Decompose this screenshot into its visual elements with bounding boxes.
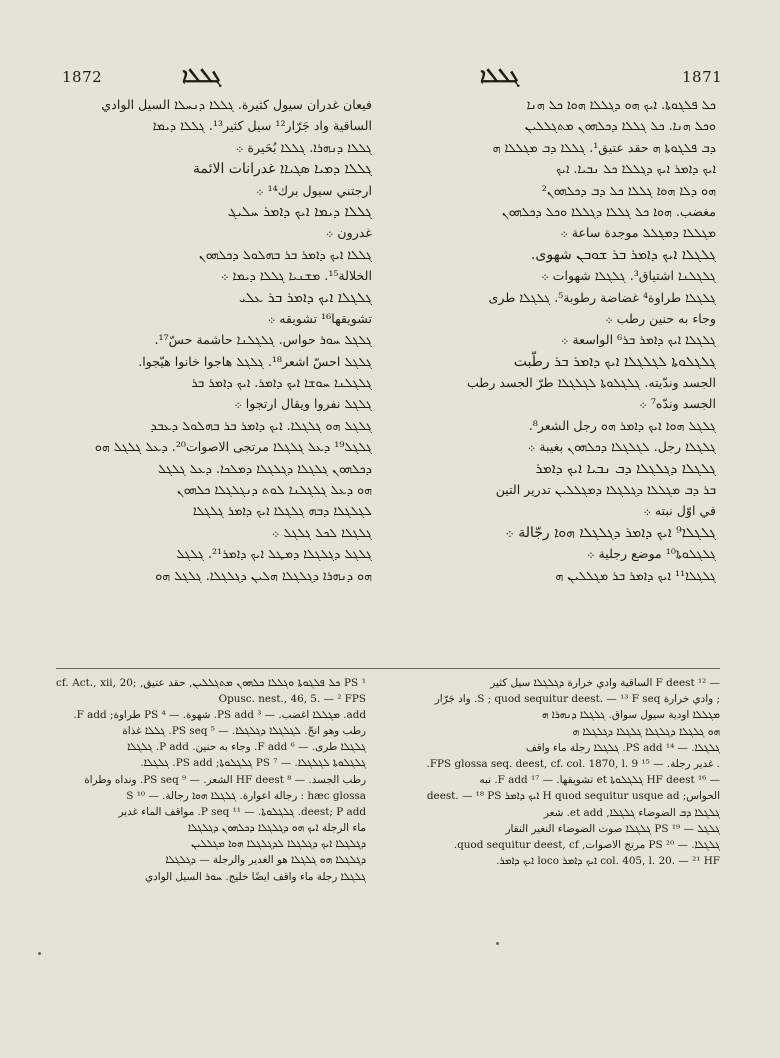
entry-line: ܓܠܠܐ ܐܝܟ ܕܐܡܪ ܒܪ ܒܗܠܘܠ ܕܟܠܗܘܢ	[198, 246, 372, 262]
entry-line: في اوّل نبته ܀	[643, 503, 716, 519]
paper-speck	[38, 952, 41, 955]
entry-line: ܟܠ ܦܠܓܘܬܐ. ܐܝܟ ܗܘ ܕܓܠܠܐ ܗܘܐ ܟܠ ܗܢܐ	[526, 97, 716, 112]
footnote-line: ܓܠܓܠܘܬܐ ܠܓܠܓܠܐ. — ⁷ PS ܓܠܓܠܘܬܐ; PS add. ܓܠܓܠܐ.	[140, 757, 366, 770]
entry-line: تشويقها¹⁶ تشويقه ܀	[267, 310, 372, 326]
entry-line: ܓܠܓܠ ܚܘܪ حواس. ܓܠܓܠܢܐ حاشمة حسّ¹⁷.	[154, 332, 372, 348]
entry-line: فيعان غدران سيول كثيرة. ܓܠܠܐ ܕܢܚܠܐ السيل الوادي	[101, 97, 372, 112]
entry-line: ܕܒ ܦܠܓܘܬܐ ܗ حقد عتيق¹. ܓܠܠܐ ܕܒ ܡܓܠܠܐ ܗ	[492, 139, 716, 155]
entry-line: ܓܠܠܐ ܕܢܗܪܐ. ܓܠܠܐ بُحَيرة ܀	[235, 139, 372, 155]
entry-line: ܓܠܓܠܐ طراوة⁴ غضاضة رطوبة⁵. ܓܠܓܠܐ طری	[488, 289, 716, 305]
footnote-line: رطب وهو انحّ. ܠܓܠܓܠܐ ܕܓܠܓܠܐ. — ⁵ PS seq. ܓܠܠܐ غذاة	[122, 724, 366, 737]
entry-line: ܓܠܓܠ¹⁹ ܕܥܠ ܓܠܓܠܐ مرتجى الاصوات²⁰. ܕܥܠ ܓܠܓܠ ܗܘ	[94, 439, 372, 455]
entry-line: ܗܘ ܕܢܗܪܐ ܕܓܠܓܠܐ ܗܠܝܢ ܕܓܠܓܠܐ. ܓܠܓܠ ܗܘ	[155, 567, 372, 583]
entry-line: الخلالة¹⁵. ܡܫܢܝܐ ܓܠܠܐ ܕܝܡܐ ܀	[220, 268, 372, 284]
footnote-line: ܓܠܓܠܐ طری. — ⁶ F add. وجاء به حنين. P add. ܓܠܓܠܐ	[127, 741, 366, 754]
entry-line: ܐܝܟ ܕܐܡܪ ܐܝܟ ܕܓܠܠܐ ܟܠ ܢܒܝܐ. ܐܝܟ	[556, 161, 716, 177]
footnote-line: — ¹⁶ HF deest ܓܠܓܠܘܬܐ et تشويقها. — ¹⁷ F add. نبه	[479, 774, 720, 787]
footnote-line: ܓܠܓܠܐ. — ¹⁴ PS add. ܓܠܓܠܐ رجلة ماء واقف	[526, 741, 720, 754]
entry-line: ܓܠܓܠܐ ܕܓܠܓܠܐ ܕܒ ܢܒܝܐ ܐܝܟ ܕܐܡܪ	[535, 460, 716, 477]
entry-line: ܓܠܠܐ ܕܡܝܐ ܣܓܝܐܐ غدرانات الائمة	[192, 161, 372, 178]
footnote-line: deest; P add. ܓܠܓܠܘܬܐ. — ¹¹ P seq. مواقف الماء غدير	[118, 805, 366, 818]
footnote-line: add. ܡܓܠܠܐ اغضب. — ³ PS add. شهوة. — ⁴ PS طراوة; F add.	[73, 708, 366, 721]
footnote-line: ܓܠܓܠܐ. — ²⁰ PS مرتج الاصوات, quod sequitur deest, cf.	[453, 838, 720, 851]
entry-line: ܓܠܓܠܢܐ اشتياق³. ܓܠܓܠܐ شهوات ܀	[541, 268, 716, 284]
entry-line: ܓܠܓܠ ܗܘ ܓܠܓܠܐ. ܐܝܟ ܕܐܡܪ ܒܪ ܒܗܠܘܠ ܕܥܒܕ	[150, 417, 372, 433]
entry-line: ܓܠܓܠܐ¹¹ ܐܝܟ ܕܐܡܪ ܒܪ ܡܓܠܠܝܢ ܗ	[555, 567, 716, 583]
footnote-line: الحواس; H quod sequitur usque ad ܐܝܟ ܕܐܡܪ deest. — ¹⁸ PS	[426, 790, 720, 803]
entry-line: ܗܘ ܕܥܠ ܓܠܓܠܢܐ ܠܘܬ ܕܢܓܠܓܠܐ ܟܠܗܘܢ	[176, 482, 372, 498]
entry-line: ܓܠܓܠܐ ܐܝܟ ܕܐܡܪ ܒܪ⁶ الواسعة ܀	[560, 332, 716, 348]
footnote-line: ¹ PS ܟܠ ܦܠܓܘܬܐ ܘܓܠܠܐ ܟܠܗܘܢ ܡܬܓܠܠܝܢ, حقد عتيق, cf. Act., xii, 20; Opusc. nest., 46, 5. — ² FPS	[56, 677, 366, 705]
right-footnotes	[404, 676, 720, 870]
entry-line: ܓܠܠܐ ܕܝܡܐ ܐܝܟ ܕܐܡܪ ܚܠܝܓ	[227, 203, 372, 220]
footnote-line: ܓܠܓܠܐ ܕܒ الضوضاء ܓܠܓܠܐ, et add. شعر	[543, 806, 720, 819]
footnote-line: ܓܠܓܠ — ¹⁹ PS ܓܠܓܠܐ صوت الضوضاء النغير النقار	[505, 822, 720, 835]
right-column	[394, 96, 716, 588]
left-column	[54, 96, 372, 588]
footnote-divider	[56, 668, 720, 669]
entry-line: ܗܘ ܕܠܐ ܗܘܐ ܓܠܠܐ ܟܠ ܕܒ ܕܟܠܗܘܢ²	[541, 182, 716, 198]
footnote-line: hæc glossa : رجالة اعوارة. ܓܠܓܠܐ ܗܘܐ رجالة. — ¹⁰ S	[126, 789, 366, 802]
entry-line: ܓܠܓܠܐ ܠܟܠ ܓܠܓܠ ܀	[271, 524, 372, 540]
left-footnotes	[56, 676, 366, 886]
entry-line: ܓܠܓܠ نفروا ويقال ارتجوا ܀	[234, 396, 372, 412]
paper-speck	[496, 942, 499, 945]
footnote-line: ܓܠܓܠܐ رجلة ماء واقف ايضًا خليج. ܚܘܪ السيل الوادي	[145, 870, 366, 883]
entry-line: ܠܓܠܓܠܐ ܕܒܗ ܓܠܓܠܐ ܐܝܟ ܕܐܡܪ ܓܠܓܠܐ	[192, 503, 372, 519]
left-page-number: 1872	[62, 68, 103, 86]
footnote-line: ܡܓܠܠܐ اودية سيول سواق. ܓܠܓܠܐ ܕܢܗܪܐ ܗ	[541, 709, 720, 722]
footnote-line: ܕܓܠܓܠܐ ܗܘ ܓܠܓܠܐ هو الغدير والرجلة — ܕܓܠܓܠܐ	[165, 854, 366, 867]
entry-line: الساقية واد جَرّار¹² سيل كثير¹³. ܓܠܠܐ ܕܝܡܐ	[152, 118, 372, 134]
entry-line: ܓܠܓܠܐ ܐܝܟ ܕܐܡܪ ܒܪ ܥܠܝ	[238, 289, 372, 306]
entry-line: ارجتني سيول برك¹⁴ ܀	[256, 182, 372, 198]
entry-line: ܓܠܓܠ ܕܓܠܓܠܐ ܕܡܛܠ ܐܝܟ ܕܐܡܪ²¹. ܓܠܓܠ	[176, 546, 372, 562]
entry-line: ܘܟܠ ܗܢܐ. ܟܠ ܓܠܠܐ ܕܟܠܗܘܢ ܡܬܓܠܠܝܢ	[524, 118, 716, 134]
entry-line: ܓܠܓܠ ܗܘܐ ܐܝܟ ܕܐܡܪ ܗܘ رجل الشعر⁸.	[528, 417, 716, 433]
footnote-line: ܕܓܠܓܠܐ ܐܝܟ ܕܓܠܓܠܐ ܠܕܓܠܓܠܐ ܗܘܐ ܡܓܠܠܝܢ	[191, 838, 366, 851]
footnote-line: ; وادي خرارة S ; quod sequitur deest. — ¹³ F seq. واد جَرّار	[434, 693, 720, 706]
footnote-line: رطب الجسد. — ⁸ HF deest الشعر. — ⁹ PS seq. ونداه وطراة	[84, 773, 366, 786]
footnote-line: col. 405, l. 20. — ²¹ HF ܐܝܟ ܕܐܡܪ loco ܐܝܟ ܕܐܡܪ.	[496, 855, 720, 868]
entry-line: ܓܠܓܠܘܬܐ¹⁰ موضع رجلية ܀	[586, 546, 716, 562]
footnote-line: — ¹² F deest الساقية وادي خرارة ܕܓܠܓܠܐ سيل كثير	[490, 677, 720, 689]
entry-line: غدرون ܀	[325, 225, 372, 241]
left-running-headword: ܓܠܠܐ	[182, 63, 222, 87]
entry-line: ܒܪ ܕܒ ܡܓܠܠܐ ܕܓܠܓܠܐ ܕܡܓܠܠܝܢ تدرير التين	[495, 482, 716, 498]
entry-line: ܓܠܓܠܐ رجل. ܠܓܠܓܠܐ ܕܟܠܗܘܢ بغيبة ܀	[527, 439, 716, 455]
entry-line: مغضب. ܗܘܐ ܟܠ ܓܠܠܐ ܕܓܠܠܐ ܘܟܠ ܕܟܠܗܘܢ	[501, 203, 716, 219]
entry-line: ܡܓܠܠܐ ܕܡܓܠܠ موجدة ساعة ܀	[560, 225, 716, 241]
entry-line: ܓܠܓܠ احسّ اشعر¹⁸. ܓܠܓܠ هاجوا خانوا هيّجوا.	[138, 353, 372, 369]
entry-line: ܓܠܓܠܐ ܐܝܟ ܕܐܡܪ ܒܪ ܫܘܒܢ شهوی.	[530, 246, 716, 263]
entry-line: ܓܠܓܠܘܬܐ ܠܓܠܓܠܐ ܐܝܟ ܕܐܡܪ ܒܪ رطّبت	[513, 353, 716, 370]
right-running-headword: ܓܠܠܐ	[480, 63, 520, 87]
footnote-line: ماء الرجلة ܐܝܟ ܗܘ ܕܓܠܓܠܐ ܕܟܠܗܘܢ ܕܓܠܓܠܐ	[187, 822, 366, 835]
footnote-line: . غدير رجلة. — ¹⁵ FPS glossa seq. deest, cf. col. 1870, l. 9.	[426, 757, 720, 770]
entry-line: وجاء به حنين رطب ܀	[605, 310, 716, 326]
entry-line: ܕܟܠܗܘܢ ܓܠܓܠܐ ܕܓܠܓܠܐ ܕܡܠܟܐ. ܕܥܠ ܓܠܓܠ	[157, 460, 372, 476]
right-page-number: 1871	[682, 68, 723, 86]
footnote-line: ܗܘ ܓܠܓܠܐ ܕܓܠܓܠܐ ܓܠܓܠܐ ܕܓܠܓܠܐ ܗ	[572, 725, 720, 738]
entry-line: ܓܠܓܠܢܐ ܚܘܫܐ ܐܝܟ ܕܐܡܪ. ܐܝܟ ܕܐܡܪ ܒܪ	[191, 375, 372, 391]
entry-line: الجسد وندّه⁷ ܀	[639, 396, 716, 412]
entry-line: الجسد وندّيته. ܓܠܓܠܘܬܐ ܠܓܠܓܠܐ طرّ الجسد رطب	[466, 375, 716, 391]
entry-line: ܓܠܓܠܐ⁹ ܐܝܟ ܕܐܡܪ ܕܓܠܓܠܐ ܗܘܐ رجّالة ܀	[505, 524, 716, 541]
